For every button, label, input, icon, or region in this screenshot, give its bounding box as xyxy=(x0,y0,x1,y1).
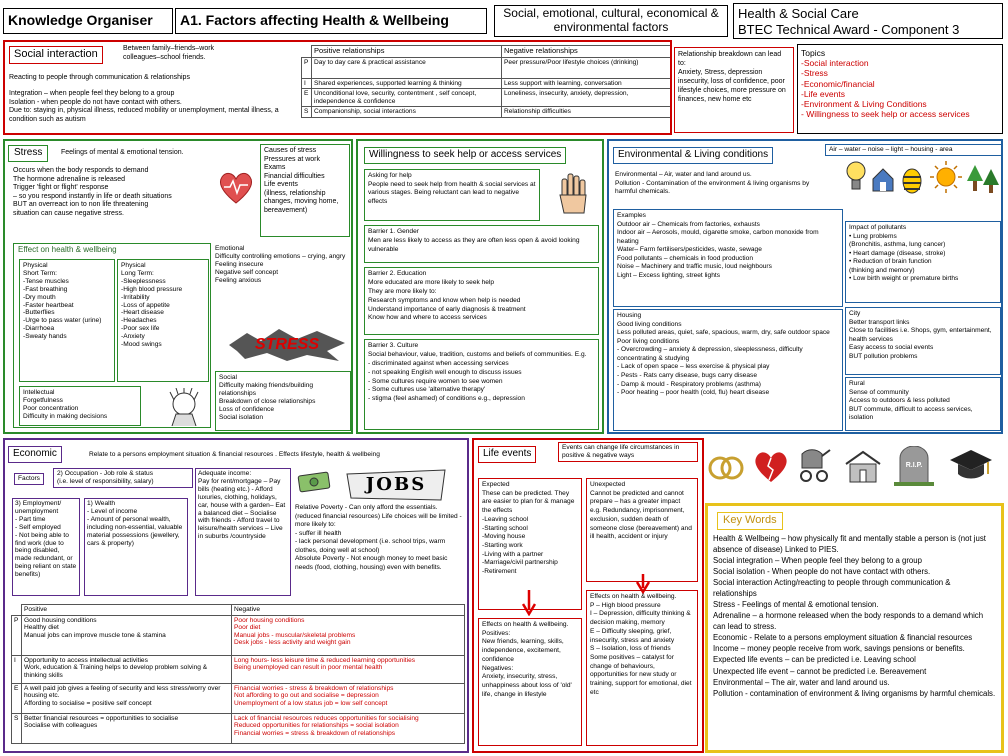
stress-effect-title: Effect on health & wellbeing xyxy=(18,245,117,254)
env-rural: Rural Sense of community Access to outdoors & less polluted BUT commute, difficult to access services, isolation xyxy=(845,377,1001,431)
stress-causes: Causes of stress Pressures at work Exams Financial difficulties Life events (illness, relationship changes, moving home, bereavement) xyxy=(260,144,350,237)
house-icon xyxy=(871,167,895,193)
stress-emotional: Emotional Difficulty controlling emotions – crying, angry Feeling insecure Negative self concept Feeling anxious xyxy=(215,245,346,284)
keyword-item: Social interaction Acting/reacting to people through communication & relationships xyxy=(713,578,951,599)
broken-heart-icon xyxy=(752,448,790,484)
stress-social: Social Difficulty making friends/building relationships Breakdown of close relationships Loss of confidence Social isolation xyxy=(215,371,351,431)
economic-poverty: Relative Poverty - Can only afford the essentials. (reduced financial resources) Life choices will be limited - more likely to: - suffer ill health - lack personal development (i.e. school trips, warm clothes, doing well at school) Absolute Poverty - Not enough money to meet basic needs (food, clothing, housing) even with benefits. xyxy=(295,504,462,571)
willing-asking: Asking for help People need to seek help from health & social services at various stages. Being reluctant can lead to negative effects xyxy=(364,169,540,221)
willingness-panel xyxy=(356,139,604,434)
gravestone-icon xyxy=(892,446,936,486)
keyword-item: Stress - Feelings of mental & emotional tension. xyxy=(713,600,879,610)
pies-letter: I xyxy=(302,78,312,89)
econ-pos: Opportunity to access intellectual activities Work, education & Training helps to develop problem solving & thinking skills xyxy=(22,655,232,683)
social-integration: Integration – when people feel they belong to a group Isolation - when people do not have contact with others. Due to: staying in, physical illness, reduced mobility or unemployment, mental illness, a condition such as autism xyxy=(9,90,279,123)
stress-physical-long: Physical Long Term: -Sleeplessness -High blood pressure -Irritability -Loss of appetite -Heart disease -Headaches -Poor sex life -Anxiety -Mood swings xyxy=(117,259,209,382)
rip-text: R.I.P. xyxy=(905,462,923,469)
env-impact: Impact of pollutants • Lung problems (Bronchitis, asthma, lung cancer) • Heart damage (disease, stroke) • Reduction of brain function (thinking and memory) • Low birth weight or premature births xyxy=(845,221,1001,303)
graduation-icon xyxy=(946,448,996,484)
pies-row xyxy=(302,107,671,118)
econ-pos: Good housing conditions Healthy diet Manual jobs can improve muscle tone & stamina xyxy=(22,615,232,655)
topic-item: -Social interaction xyxy=(801,58,869,69)
econ-row xyxy=(12,655,465,683)
life-effects-expected: Effects on health & wellbeing. Positives: New friends, learning, skills, independence, excitement, confidence Negatives: Anxiety, insecurity, stress, unhappiness about loss of 'old' life, change in lifestyle xyxy=(478,618,582,746)
keywords-panel xyxy=(705,503,1004,753)
economic-wealth: 1) Wealth - Level of income - Amount of personal wealth, including non-essential, valuable material possessions (jewellery, cars & property) xyxy=(84,498,188,596)
econ-row xyxy=(12,683,465,713)
pies-pos: Unconditional love, security, contentment , self concept, independence & confidence xyxy=(312,89,502,107)
social-interaction-panel xyxy=(3,40,672,135)
environment-panel xyxy=(607,139,1003,434)
economic-panel xyxy=(3,438,469,753)
sun-icon xyxy=(929,159,963,195)
social-reacting: Reacting to people through communication & relationships xyxy=(9,74,190,81)
topic-item: -Environment & Living Conditions xyxy=(801,98,927,109)
lightbulb-icon xyxy=(845,159,867,195)
stress-title: Stress xyxy=(8,145,48,162)
economic-adequate: Adequate income: Pay for rent/mortgage – Pay bills (heating etc.) - Afford luxuries, clothing, holidays, car, house with a garden– Eat a balanced diet – Socialise with friends - Afford travel to leisure/health services – Live in suburbs /countryside xyxy=(195,468,291,596)
social-title: Social interaction xyxy=(9,46,103,64)
willing-barrier-3: Barrier 3. Culture Social behaviour, value, tradition, customs and beliefs of communities. E.g. - discriminated against when accessing services - not speaking English well enough to discuss issues - Some cultures require women to see women - Some cultures use 'alternative therapy' - stigma (feel ashamed) of conditions e.g., depression xyxy=(364,339,599,430)
willing-barrier-1: Barrier 1. Gender Men are less likely to access as they are often less open & avoid looking vulnerable xyxy=(364,225,599,263)
economic-pies-table xyxy=(11,604,465,744)
bee-icon xyxy=(899,163,925,197)
econ-neg: Lack of financial resources reduces opportunities for socialising Reduced opportunities for relationships = social isolation Financial worries = stress & breakdown of relationships xyxy=(232,713,465,743)
env-intro: Environmental – Air, water and land around us. Pollution - Contamination of the environment & living organisms by harmful chemicals. xyxy=(615,171,810,196)
env-title: Environmental & Living conditions xyxy=(613,147,773,164)
pies-neg: Peer pressure/Poor lifestyle choices (drinking) xyxy=(502,57,671,78)
economic-title: Economic xyxy=(8,446,62,463)
econ-pos: Better financial resources = opportunities to socialise Socialise with colleagues xyxy=(22,713,232,743)
topic-item: -Life events xyxy=(801,88,845,99)
arrow-down-icon xyxy=(522,590,536,616)
course-line-2: BTEC Technical Award - Component 3 xyxy=(738,22,960,38)
pies-pos-head: Positive relationships xyxy=(312,46,502,58)
stressed-head-icon xyxy=(166,388,202,426)
stress-word: STRESS xyxy=(254,336,319,353)
course-line-1: Health & Social Care xyxy=(738,6,859,21)
pies-letter: E xyxy=(302,89,312,107)
life-intro: Events can change life circumstances in positive & negative ways xyxy=(558,442,698,462)
keyword-item: Social isolation - When people do not have contact with others. xyxy=(713,566,931,576)
econ-neg-head: Negative xyxy=(232,605,465,616)
topics-panel xyxy=(797,44,1003,134)
life-events-panel xyxy=(472,438,704,753)
a1-title: A1. Factors affecting Health & Wellbeing xyxy=(175,8,487,34)
econ-neg: Poor housing conditions Poor diet Manual jobs - muscular/skeletal problems Desk jobs - less activity and weight gain xyxy=(232,615,465,655)
keyword-item: Health & Wellbeing – how physically fit and mentally stable a person is (not just absence of disease) Linked to PIES. xyxy=(713,533,986,554)
life-effects-unexpected: Effects on health & wellbeing. P – High blood pressure I – Depression, difficulty thinking & decision making, memory E – Difficulty sleeping, grief, insecurity, stress and anxiety S – Isolation, loss of friends Some positives – catalyst for change of behaviours, opportunities for new study or training, support for emotional, diet etc xyxy=(586,590,698,746)
stress-physical-short: Physical Short Term: -Tense muscles -Fast breathing -Dry mouth -Faster heartbeat -Butterflies -Urge to pass water (urine) -Diarrhoea -Sweaty hands xyxy=(19,259,115,382)
pies-row xyxy=(302,78,671,89)
jobs-graphic xyxy=(341,468,451,502)
keyword-item: Expected life events – can be predicted i.e. Leaving school xyxy=(713,655,916,665)
pies-letter: S xyxy=(302,107,312,118)
keyword-item: Environmental – The air, water and land around us. xyxy=(713,677,890,687)
env-examples: Examples Outdoor air – Chemicals from factories, exhausts Indoor air – Aerosols, mould, cigarette smoke, carbon monoxide from heating Water– Farm fertilisers/pesticides, waste, sewage Food pollutants – chemicals in food production Noise – Machinery and traffic music, loud neighbours Light – Excess lighting, street lights xyxy=(613,209,843,307)
pies-neg: Loneliness, insecurity, anxiety, depression, xyxy=(502,89,671,107)
econ-letter: E xyxy=(12,683,22,713)
economic-occupation: 2) Occupation - Job role & status (i.e. level of responsibility, salary) xyxy=(53,468,193,488)
pies-neg: Relationship difficulties xyxy=(502,107,671,118)
econ-row xyxy=(12,615,465,655)
pies-letter: P xyxy=(302,57,312,78)
willing-barrier-2: Barrier 2. Education More educated are more likely to seek help They are more likely to: Research symptoms and know when help is needed Understand importance of early diagnosis & treatment Know how and where to access services xyxy=(364,267,599,335)
pies-pos: Companionship, social interactions xyxy=(312,107,502,118)
env-city: City Better transport links Close to facilities i.e. Shops, gym, entertainment, health services Easy access to social events BUT pollution problems xyxy=(845,307,1001,375)
econ-letter: I xyxy=(12,655,22,683)
relationship-breakdown: Relationship breakdown can lead to: Anxiety, Stress, depression insecurity, loss of confidence, poor lifestyle choices, more pressure on finances, new home etc xyxy=(674,47,794,133)
factors-subtitle: Social, emotional, cultural, economical & environmental factors xyxy=(494,5,728,37)
willing-title: Willingness to seek help or access services xyxy=(364,147,566,164)
keyword-item: Income – money people receive from work, savings pensions or benefits. xyxy=(713,644,965,654)
keyword-item: Social integration – When people feel they belong to a group xyxy=(713,555,922,565)
topic-item: -Stress xyxy=(801,68,828,79)
stress-feelings: Feelings of mental & emotional tension. xyxy=(61,149,184,156)
econ-pos-head: Positive xyxy=(22,605,232,616)
heart-icon xyxy=(217,169,255,205)
econ-neg: Financial worries - stress & breakdown of relationships Not affording to go out and socialise = depression Unemployment of a low status job = low self concept xyxy=(232,683,465,713)
keyword-item: Pollution - contamination of environment & living organisms by harmful chemicals. xyxy=(713,688,996,698)
pies-row xyxy=(302,57,671,78)
topics-title: Topics xyxy=(801,48,826,58)
economic-relates: Relate to a persons employment situation & financial resources . Effects lifestyle, health & wellbeing xyxy=(89,451,380,458)
pies-table xyxy=(301,45,671,118)
keyword-item: Adrenaline – a hormone released when the body responds to a demand which can lead to stress. xyxy=(713,611,984,632)
life-expected: Expected These can be predicted. They are easier to plan for & manage the effects -Leaving school -Starting school -Moving house -Starting work -Living with a partner -Marriage/civil partnership -Retirement xyxy=(478,478,582,610)
stress-graphic xyxy=(227,327,347,363)
econ-head-row xyxy=(12,605,465,616)
keyword-item: Unexpected life event – cannot be predicted i.e. Bereavement xyxy=(713,666,927,676)
env-air-list: Air – water – noise – light – housing - area xyxy=(825,144,1003,156)
pram-icon xyxy=(796,446,836,484)
economic-factors-label: Factors xyxy=(14,473,44,485)
keyword-item: Economic - Relate to a persons employment situation & financial resources xyxy=(713,633,973,643)
jobs-word: JOBS xyxy=(365,473,427,495)
pies-pos: Shared experiences, supported learning & thinking xyxy=(312,78,502,89)
stress-effect-box xyxy=(13,243,211,428)
money-icon xyxy=(297,470,333,494)
topic-item: -Economic/financial xyxy=(801,78,875,89)
trees-icon xyxy=(965,163,1001,195)
keywords-title: Key Words xyxy=(717,512,783,530)
economic-employment: 3) Employment/ unemployment - Part time - Self employed - Not being able to find work (due to being disabled, made redundant, or being reliant on state benefits) xyxy=(12,498,80,596)
econ-neg: Long hours- less leisure time & reduced learning opportunities Being unemployed can result in poor mental health xyxy=(232,655,465,683)
pies-neg-head: Negative relationships xyxy=(502,46,671,58)
econ-pos: A well paid job gives a feeling of security and less stress/worry over housing etc. Affording to socialise = positive self concept xyxy=(22,683,232,713)
econ-row xyxy=(12,713,465,743)
stress-intro: Occurs when the body responds to demand The hormone adrenaline is released Trigger 'fight or flight' response – so you respond instantly in life or death situations BUT an overreact ion to non life threatening situation can cause negative stress. xyxy=(13,167,172,217)
life-title: Life events xyxy=(478,446,536,463)
pies-row xyxy=(302,89,671,107)
topic-item: - Willingness to seek help or access services xyxy=(801,109,970,120)
pies-pos: Day to day care & practical assistance xyxy=(312,57,502,78)
stress-panel xyxy=(3,139,353,434)
econ-letter: P xyxy=(12,615,22,655)
pies-head-row xyxy=(302,46,671,58)
house-moving-icon xyxy=(842,448,884,484)
raised-hand-icon xyxy=(554,171,592,215)
social-between: Between family–friends–work colleagues–school friends. xyxy=(123,45,215,61)
pies-neg: Less support with learning, conversation xyxy=(502,78,671,89)
course-title xyxy=(733,3,1003,39)
rings-icon xyxy=(706,450,746,482)
env-housing: Housing Good living conditions Less polluted areas, quiet, safe, spacious, warm, dry, safe outdoor space Poor living conditions - Overcrowding – anxiety & depression, sleeplessness, difficulty concentrating & studying - Lack of open space – less exercise & physical play - Pests - Rats carry disease, bugs carry disease - Damp & mould - Respiratory problems (asthma) - Poor heating – poor health (cold, flu) heart disease xyxy=(613,309,843,431)
econ-letter: S xyxy=(12,713,22,743)
ko-title: Knowledge Organiser xyxy=(3,8,173,34)
life-unexpected: Unexpected Cannot be predicted and cannot prepare – has a greater impact e.g. Redundancy, imprisonment, exclusion, sudden death of someone close (bereavement) and ill health, accident or injury xyxy=(586,478,698,582)
stress-intellectual: Intellectual Forgetfulness Poor concentration Difficulty in making decisions xyxy=(19,386,141,426)
